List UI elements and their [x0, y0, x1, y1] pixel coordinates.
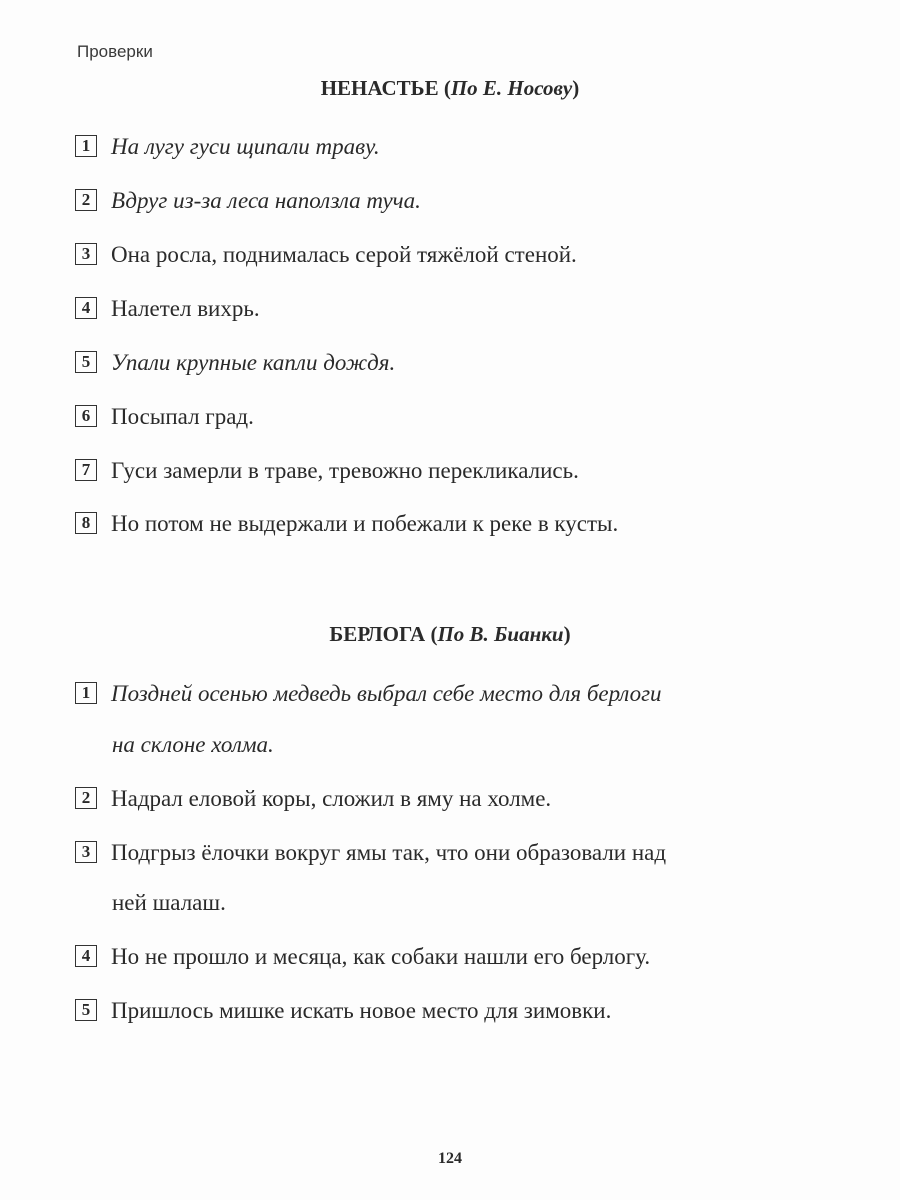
- story2-author: По В. Бианки: [437, 622, 564, 646]
- story2-item-1: [75, 667, 662, 721]
- story2-item-3: [75, 826, 666, 880]
- sentence: Вдруг из-за леса наползла туча.: [111, 188, 421, 213]
- item-number: 2: [75, 189, 97, 211]
- sentence: Поздней осенью медведь выбрал себе место для берлоги: [111, 681, 662, 706]
- sentence: На лугу гуси щипали траву.: [111, 134, 380, 159]
- item-number: 1: [75, 135, 97, 157]
- sentence: Но потом не выдержали и побежали к реке в кусты.: [111, 511, 619, 536]
- item-number: 5: [75, 999, 97, 1021]
- sentence: Пришлось мишке искать новое место для зимовки.: [111, 998, 612, 1023]
- item-number: 4: [75, 297, 97, 319]
- item-number: 4: [75, 945, 97, 967]
- story1-item-8: [75, 497, 618, 551]
- story2-item-1-continuation: на склоне холма.: [112, 732, 274, 757]
- story1-item-3: [75, 228, 577, 282]
- section-header: Проверки: [77, 42, 153, 61]
- item-number: 8: [75, 512, 97, 534]
- sentence: Надрал еловой коры, сложил в яму на холме.: [111, 786, 552, 811]
- sentence: Упали крупные капли дождя.: [111, 350, 396, 375]
- sentence: Налетел вихрь.: [111, 296, 260, 321]
- story2-title-text: БЕРЛОГА: [329, 622, 426, 646]
- page-number: 124: [438, 1150, 462, 1167]
- story2-item-2: [75, 772, 551, 826]
- item-number: 6: [75, 405, 97, 427]
- item-number: 1: [75, 682, 97, 704]
- story1-item-2: [75, 174, 421, 228]
- story1-author: По Е. Носову: [450, 76, 573, 100]
- item-number: 2: [75, 787, 97, 809]
- story1-item-1: [75, 120, 380, 174]
- item-number: 5: [75, 351, 97, 373]
- story1-title-text: НЕНАСТЬЕ: [320, 76, 439, 100]
- story2-item-4: [75, 930, 650, 984]
- sentence: Гуси замерли в траве, тревожно перекликались.: [111, 458, 579, 483]
- item-number: 3: [75, 243, 97, 265]
- sentence: Посыпал град.: [111, 404, 254, 429]
- story2-title: БЕРЛОГА (По В. Бианки): [329, 622, 571, 646]
- sentence: Подгрыз ёлочки вокруг ямы так, что они образовали над: [111, 840, 667, 865]
- item-number: 3: [75, 841, 97, 863]
- sentence: Но не прошло и месяца, как собаки нашли его берлогу.: [111, 944, 651, 969]
- sentence: Она росла, поднималась серой тяжёлой стеной.: [111, 242, 577, 267]
- item-number: 7: [75, 459, 97, 481]
- story1-item-4: [75, 282, 260, 336]
- story1-item-6: [75, 390, 254, 444]
- story2-item-5: [75, 984, 611, 1038]
- story1-item-7: [75, 444, 579, 498]
- story1-title: НЕНАСТЬЕ (По Е. Носову): [320, 76, 580, 100]
- story1-item-5: [75, 336, 395, 390]
- story2-item-3-continuation: ней шалаш.: [112, 890, 226, 915]
